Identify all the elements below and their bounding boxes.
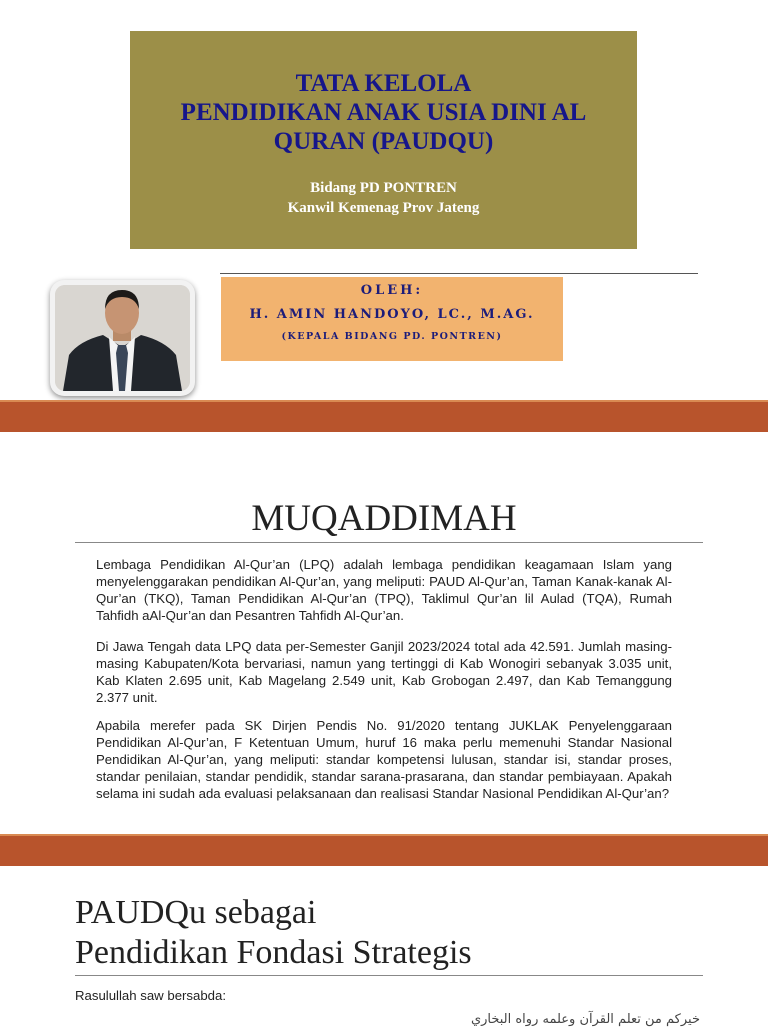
slide-subtitle — [130, 178, 637, 218]
heading-divider — [75, 542, 703, 543]
author-box — [221, 277, 563, 361]
divider-line — [220, 273, 698, 274]
slide-separator-band — [0, 836, 768, 866]
hadith-intro: Rasulullah saw bersabda: — [75, 988, 227, 1003]
muqaddimah-heading: MUQADDIMAH — [251, 498, 517, 539]
author-name: H. AMIN HANDOYO, LC., M.AG. — [249, 307, 535, 322]
author-role: (KEPALA BIDANG PD. PONTREN) — [281, 331, 503, 342]
paragraph-1: Lembaga Pendidikan Al-Qur’an (LPQ) adalah lembaga pendidikan keagamaan Islam yang menyelenggarakan pendidikan Al-Qur’an, yang meliputi: PAUD Al-Qur’an, Taman Kanak-kanak Al-Qur’an (TKQ), Taman Pendidikan Al-Qur’an (TPQ), Taklimul Qur’an lil Aulad (TQA), Rumah Tahfidh aAl-Qur’an dan Pesantren Tahfidh Al-Qur’an. — [96, 557, 672, 623]
author-photo-frame — [50, 280, 195, 396]
title-box — [130, 31, 637, 249]
author-photo — [55, 285, 190, 391]
paragraph-2: Di Jawa Tengah data LPQ data per-Semester Ganjil 2023/2024 total ada 42.591. Jumlah masing-masing Kabupaten/Kota bervariasi, namun yang tertinggi di Kab Wonogiri sebanyak 3.035 unit, Kab Klaten 2.695 unit, Kab Magelang 2.549 unit, Kab Grobogan 2.497, dan Kab Temanggung 2.377 unit. — [96, 639, 672, 705]
title-line-1: TATA KELOLA — [295, 70, 472, 97]
heading-divider — [75, 975, 703, 976]
subtitle-line-1: Bidang PD PONTREN — [310, 180, 457, 196]
slide-separator-band — [0, 402, 768, 432]
author-label: OLEH: — [360, 283, 424, 298]
title-line-3: QURAN (PAUDQU) — [273, 128, 494, 155]
heading-line-2: Pendidikan Fondasi Strategis — [75, 934, 472, 971]
paragraph-3: Apabila merefer pada SK Dirjen Pendis No. 91/2020 tentang JUKLAK Penyelenggaraan Pendidikan Al-Qur’an, F Ketentuan Umum, huruf 16 maka perlu memenuhi Standar Nasional Pendidikan Al-Qur’an, yang meliputi: standar kompetensi lulusan, standar isi, standar proses, standar penilaian, standar pendidik, standar sarana-prasarana, dan standar pembiayaan. Apakah selama ini sudah ada evaluasi pelaksanaan dan realisasi Standar Nasional Pendidikan Al-Qur’an? — [96, 718, 672, 801]
heading-line-1: PAUDQu sebagai — [75, 894, 317, 931]
paudqu-heading — [75, 893, 715, 973]
title-line-2: PENDIDIKAN ANAK USIA DINI AL — [180, 99, 587, 126]
person-portrait-icon — [55, 285, 190, 391]
subtitle-line-2: Kanwil Kemenag Prov Jateng — [287, 200, 480, 216]
slide-title — [130, 69, 637, 156]
hadith-arabic: خيركم من تعلم القرآن وعلمه رواه البخاري — [470, 1012, 700, 1027]
